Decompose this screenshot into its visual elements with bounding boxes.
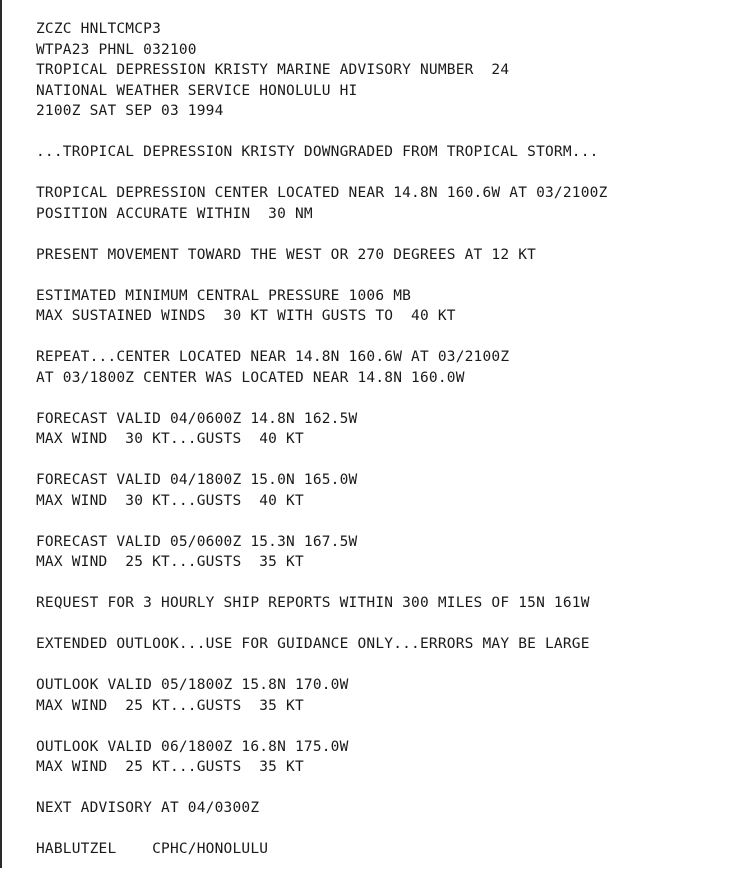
advisory-line: MAX WIND 25 KT...GUSTS 35 KT [36,697,304,714]
advisory-section [36,245,736,266]
advisory-line: OUTLOOK VALID 06/1800Z 16.8N 175.0W [36,738,349,755]
advisory-line: ESTIMATED MINIMUM CENTRAL PRESSURE 1006 MB [36,287,412,304]
advisory-line: MAX WIND 30 KT...GUSTS 40 KT [36,492,304,509]
advisory-line: REQUEST FOR 3 HOURLY SHIP REPORTS WITHIN 300 MILES OF 15N 161W [36,595,590,611]
advisory-section [36,634,736,655]
advisory-bulletin [36,19,736,880]
advisory-section [36,286,736,327]
advisory-line: OUTLOOK VALID 05/1800Z 15.8N 170.0W [36,677,349,693]
advisory-line: AT 03/1800Z CENTER WAS LOCATED NEAR 14.8N 160.0W [36,369,465,386]
advisory-line: MAX WIND 30 KT...GUSTS 40 KT [36,431,304,447]
advisory-line: MAX WIND 25 KT...GUSTS 35 KT [36,759,304,775]
advisory-line: TROPICAL DEPRESSION KRISTY MARINE ADVISORY NUMBER 24 [36,62,510,78]
advisory-line: MAX WIND 25 KT...GUSTS 35 KT [36,554,304,570]
advisory-section [36,675,736,716]
advisory-section [36,593,736,614]
advisory-section [36,142,736,163]
advisory-section [36,737,736,778]
advisory-line: NEXT ADVISORY AT 04/0300Z [36,800,260,816]
advisory-line: ...TROPICAL DEPRESSION KRISTY DOWNGRADED FROM TROPICAL STORM... [36,144,599,160]
advisory-line: FORECAST VALID 04/1800Z 15.0N 165.0W [36,472,358,488]
advisory-line: EXTENDED OUTLOOK...USE FOR GUIDANCE ONLY...ERRORS MAY BE LARGE [36,636,590,652]
advisory-line: NATIONAL WEATHER SERVICE HONOLULU HI [36,82,358,99]
advisory-line: POSITION ACCURATE WITHIN 30 NM [36,205,313,222]
advisory-section [36,19,736,122]
advisory-section [36,183,736,224]
advisory-section [36,798,736,819]
advisory-section [36,470,736,511]
advisory-line: TROPICAL DEPRESSION CENTER LOCATED NEAR 14.8N 160.6W AT 03/2100Z [36,185,608,201]
advisory-line: REPEAT...CENTER LOCATED NEAR 14.8N 160.6W AT 03/2100Z [36,349,510,365]
advisory-line: HABLUTZEL CPHC/HONOLULU [36,841,269,857]
advisory-line: MAX SUSTAINED WINDS 30 KT WITH GUSTS TO 40 KT [36,308,456,324]
advisory-section [36,409,736,450]
advisory-section [36,839,736,860]
advisory-line: FORECAST VALID 04/0600Z 14.8N 162.5W [36,410,358,427]
advisory-line: PRESENT MOVEMENT TOWARD THE WEST OR 270 DEGREES AT 12 KT [36,246,537,263]
advisory-line: WTPA23 PHNL 032100 [36,41,197,58]
advisory-line: ZCZC HNLTCMCP3 [36,21,162,37]
advisory-section [36,532,736,573]
advisory-line: 2100Z SAT SEP 03 1994 [36,103,224,119]
advisory-section [36,347,736,388]
advisory-line: FORECAST VALID 05/0600Z 15.3N 167.5W [36,533,358,550]
